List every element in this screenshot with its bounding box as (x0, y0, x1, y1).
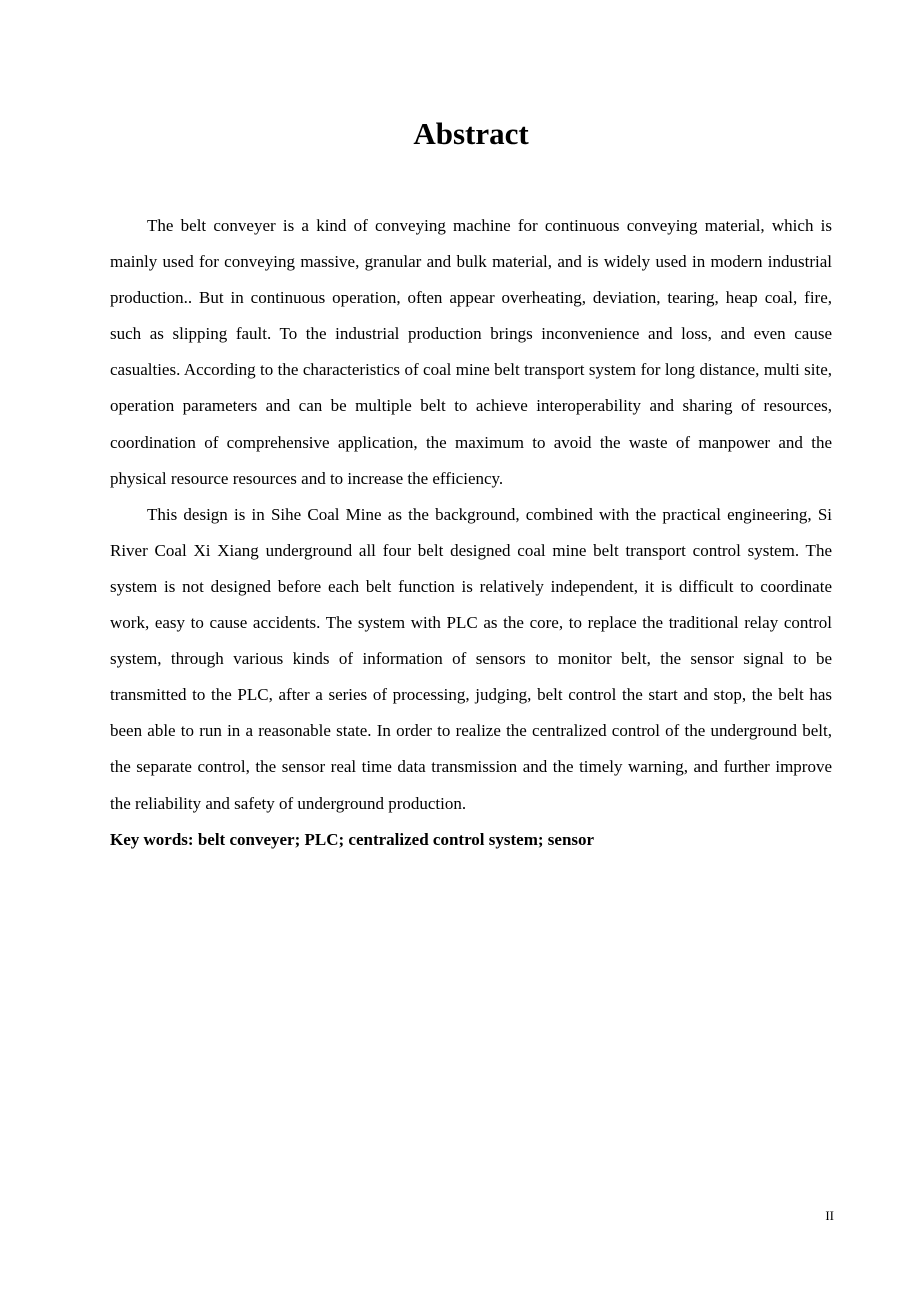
page-number: II (825, 1208, 834, 1223)
abstract-paragraph-1: The belt conveyer is a kind of conveying machine for continuous conveying material, which is mainly used for conveying massive, granular and bulk material, and is widely used in modern industrial production.. But in continuous operation, often appear overheating, deviation, tearing, heap coal, fire, such as slipping fault. To the industrial production brings inconvenience and loss, and even cause casualties. According to the characteristics of coal mine belt transport system for long distance, multi site, operation parameters and can be multiple belt to achieve interoperability and sharing of resources, coordination of comprehensive application, the maximum to avoid the waste of manpower and the physical resource resources and to increase the efficiency. (110, 216, 832, 488)
abstract-body (110, 208, 832, 858)
keywords-line: Key words: belt conveyer; PLC; centralized control system; sensor (110, 829, 595, 849)
page-title: Abstract (413, 116, 529, 151)
abstract-paragraph-2: This design is in Sihe Coal Mine as the background, combined with the practical engineering, Si River Coal Xi Xiang underground all four belt designed coal mine belt transport control system. The system is not designed before each belt function is relatively independent, it is difficult to coordinate work, easy to cause accidents. The system with PLC as the core, to replace the traditional relay control system, through various kinds of information of sensors to monitor belt, the sensor signal to be transmitted to the PLC, after a series of processing, judging, belt control the start and stop, the belt has been able to run in a reasonable state. In order to realize the centralized control of the underground belt, the separate control, the sensor real time data transmission and the timely warning, and further improve the reliability and safety of underground production. (110, 504, 832, 813)
